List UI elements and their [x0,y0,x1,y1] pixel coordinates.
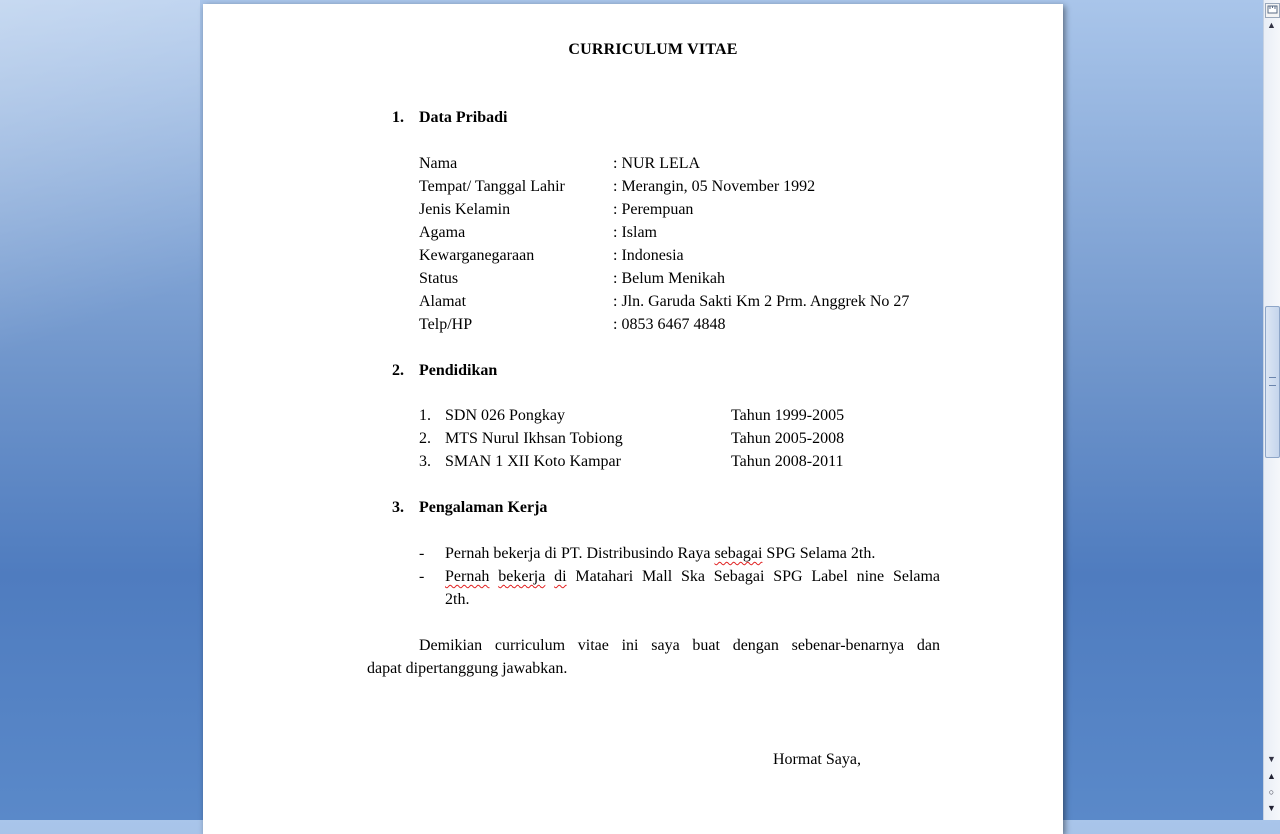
field-label: Tempat/ Tanggal Lahir [419,178,565,195]
education-years: Tahun 1999-2005 [731,407,845,424]
section-number: 3. [392,499,404,516]
spellcheck-word[interactable]: bekerja [498,568,546,585]
field-value: : Merangin, 05 November 1992 [613,178,816,195]
field-value: : NUR LELA [613,155,701,172]
spellcheck-word[interactable]: Pernah [445,568,490,585]
education-years: Tahun 2008-2011 [731,453,844,470]
document-page[interactable] [203,4,1063,834]
ruler-icon [1267,4,1278,15]
field-value: : Belum Menikah [613,270,725,287]
scroll-up-button[interactable]: ▲ [1267,20,1276,30]
education-school: SDN 026 Pongkay [445,407,566,424]
work-experience-item: Pernah bekerja di PT. Distribusindo Raya sebagai SPG Selama 2th. [445,545,876,562]
previous-page-button[interactable]: ▲ [1267,771,1276,781]
education-number: 3. [419,453,431,470]
scroll-thumb[interactable] [1265,306,1280,458]
section-heading-pendidikan: Pendidikan [419,362,498,379]
education-school: SMAN 1 XII Koto Kampar [445,453,621,470]
field-label: Kewarganegaraan [419,247,535,264]
background-glow [0,0,200,820]
section-number: 2. [392,362,404,379]
scroll-thumb-grip-icon [1269,377,1276,386]
ruler-toggle-icon[interactable] [1265,3,1280,18]
section-heading-data-pribadi: Data Pribadi [419,109,508,126]
field-value: : Indonesia [613,247,684,264]
education-number: 1. [419,407,431,424]
education-number: 2. [419,430,431,447]
spellcheck-word[interactable]: sebagai [714,545,763,562]
field-label: Telp/HP [419,316,473,333]
signoff: Hormat Saya, [773,751,861,768]
work-experience-item: Pernah bekerja di Matahari Mall Ska Sebagai SPG Label nine Selama [445,568,941,585]
section-number: 1. [392,109,404,126]
education-school: MTS Nurul Ikhsan Tobiong [445,430,623,447]
field-label: Nama [419,155,458,172]
spellcheck-word[interactable]: di [554,568,567,585]
closing-paragraph-line1: Demikian curriculum vitae ini saya buat dengan sebenar-benarnya dan [419,637,940,654]
field-label: Status [419,270,459,287]
select-browse-object-button[interactable]: ○ [1268,787,1275,797]
education-years: Tahun 2005-2008 [731,430,845,447]
list-bullet: - [419,545,425,562]
field-label: Jenis Kelamin [419,201,511,218]
field-label: Agama [419,224,466,241]
next-page-button[interactable]: ▼ [1267,803,1276,813]
list-bullet: - [419,568,425,585]
field-value: : 0853 6467 4848 [613,316,726,333]
scroll-down-button[interactable]: ▼ [1267,754,1276,764]
document-title: CURRICULUM VITAE [568,41,738,58]
field-value: : Islam [613,224,657,241]
field-label: Alamat [419,293,467,310]
work-experience-continuation: 2th. [445,591,470,608]
closing-paragraph-line2: dapat dipertanggung jawabkan. [367,660,568,677]
section-heading-pengalaman-kerja: Pengalaman Kerja [419,499,548,516]
field-value: : Jln. Garuda Sakti Km 2 Prm. Anggrek No 27 [613,293,910,310]
field-value: : Perempuan [613,201,694,218]
